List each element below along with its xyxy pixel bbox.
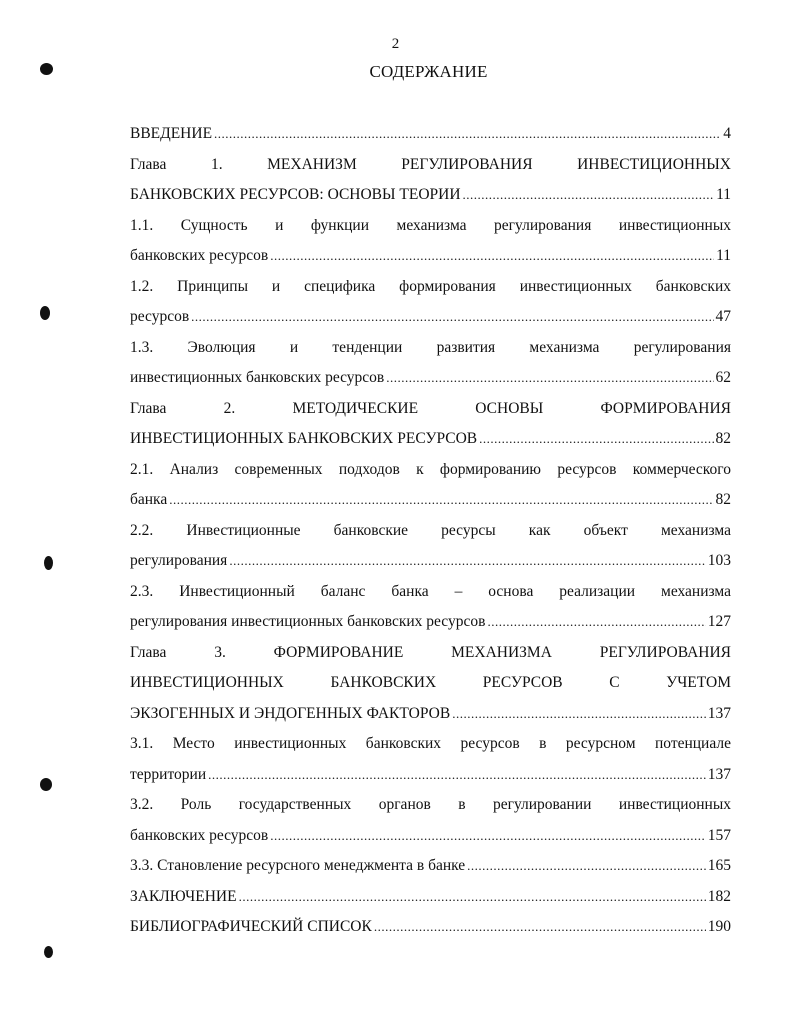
scan-speck: [44, 556, 53, 570]
toc-entry: [130, 638, 731, 730]
scan-speck: [40, 63, 53, 75]
toc-entry-text: ВВЕДЕНИЕ: [130, 125, 213, 142]
toc-entry-line: Глава 2. МЕТОДИЧЕСКИЕ ОСНОВЫ ФОРМИРОВАНИЯ: [130, 399, 731, 417]
toc-entry-line: 3.2. Роль государственных органов в регулировании инвестиционных: [130, 796, 731, 813]
dot-leader: [229, 546, 705, 577]
toc-page-number: 137: [707, 765, 731, 783]
toc-page-number: 11: [716, 247, 731, 264]
dot-leader: [191, 302, 713, 333]
dot-leader: [374, 912, 706, 943]
toc-entry: [130, 516, 731, 577]
toc-entry-line: 1.1. Сущность и функции механизма регулирования инвестиционных: [130, 216, 731, 234]
toc-entry-text: банка: [130, 491, 168, 508]
dot-leader: [452, 699, 706, 730]
toc-entry-line: Глава 3. ФОРМИРОВАНИЕ МЕХАНИЗМА РЕГУЛИРОВАНИЯ: [130, 643, 731, 661]
toc-page-number: 82: [715, 430, 731, 447]
dot-leader: [386, 363, 713, 394]
page-title: СОДЕРЖАНИЕ: [369, 62, 488, 81]
dot-leader: [239, 882, 706, 913]
toc-entry: [130, 394, 731, 455]
toc-entry-last-line: [130, 607, 731, 638]
toc-page-number: 137: [707, 704, 731, 722]
toc-entry-text: ЭКЗОГЕННЫХ И ЭНДОГЕННЫХ ФАКТОРОВ: [130, 704, 451, 722]
toc-entry-last-line: [130, 424, 731, 455]
scan-speck: [44, 946, 53, 958]
toc-entry-last-line: [130, 302, 731, 333]
page-number: 2: [391, 36, 400, 52]
toc-entry-text: регулирования: [130, 552, 228, 569]
dot-leader: [487, 607, 705, 638]
toc-entry-last-line: [130, 699, 731, 730]
dot-leader: [270, 821, 705, 852]
toc-entry: [130, 729, 731, 790]
toc-entry-last-line: [130, 485, 731, 516]
table-of-contents: [130, 119, 731, 943]
toc-entry: [130, 882, 731, 913]
toc-entry-last-line: [130, 363, 731, 394]
toc-entry-text: территории: [130, 765, 207, 783]
scan-speck: [40, 778, 52, 791]
toc-page-number: 165: [707, 857, 731, 874]
toc-entry-line: Глава 1. МЕХАНИЗМ РЕГУЛИРОВАНИЯ ИНВЕСТИЦИОННЫХ: [130, 155, 731, 173]
scan-speck: [40, 306, 50, 320]
dot-leader: [169, 485, 713, 516]
toc-entry-last-line: [130, 119, 731, 150]
toc-entry-line: 2.1. Анализ современных подходов к формированию ресурсов коммерческого: [130, 460, 731, 478]
toc-entry: [130, 851, 731, 882]
toc-page-number: 82: [715, 491, 731, 508]
toc-entry: [130, 333, 731, 394]
toc-entry: [130, 211, 731, 272]
toc-entry-line: 3.1. Место инвестиционных банковских ресурсов в ресурсном потенциале: [130, 735, 731, 752]
dot-leader: [270, 241, 714, 272]
toc-entry-text: банковских ресурсов: [130, 826, 269, 844]
toc-entry-text: БИБЛИОГРАФИЧЕСКИЙ СПИСОК: [130, 918, 372, 935]
toc-entry-line: 2.3. Инвестиционный баланс банка – основа реализации механизма: [130, 582, 731, 600]
toc-entry-last-line: [130, 851, 731, 882]
toc-entry: [130, 455, 731, 516]
toc-entry-text: регулирования инвестиционных банковских ресурсов: [130, 613, 486, 630]
toc-page-number: 157: [707, 826, 731, 844]
toc-entry: [130, 119, 731, 150]
toc-entry-last-line: [130, 760, 731, 791]
toc-entry: [130, 912, 731, 943]
toc-entry-text: 3.3. Становление ресурсного менеджмента в банке: [130, 857, 466, 874]
toc-entry-text: БАНКОВСКИХ РЕСУРСОВ: ОСНОВЫ ТЕОРИИ: [130, 186, 461, 203]
toc-page-number: 62: [715, 369, 731, 386]
toc-page-number: 4: [723, 125, 731, 142]
dot-leader: [214, 119, 721, 150]
toc-entry-line: 1.2. Принципы и специфика формирования инвестиционных банковских: [130, 277, 731, 295]
toc-page-number: 47: [715, 308, 731, 325]
dot-leader: [467, 851, 706, 882]
toc-entry-last-line: [130, 546, 731, 577]
toc-entry-text: ИНВЕСТИЦИОННЫХ БАНКОВСКИХ РЕСУРСОВ: [130, 430, 478, 447]
dot-leader: [208, 760, 706, 791]
dot-leader: [463, 180, 715, 211]
toc-entry: [130, 577, 731, 638]
toc-entry-last-line: [130, 882, 731, 913]
toc-page-number: 127: [707, 613, 731, 630]
toc-page-number: 11: [716, 186, 731, 203]
toc-entry-text: ЗАКЛЮЧЕНИЕ: [130, 887, 237, 905]
toc-entry-last-line: [130, 241, 731, 272]
toc-entry-last-line: [130, 912, 731, 943]
toc-page-number: 182: [707, 887, 731, 905]
toc-entry-text: ресурсов: [130, 308, 190, 325]
toc-entry: [130, 790, 731, 851]
toc-page-number: 103: [707, 552, 731, 569]
toc-page-number: 190: [707, 918, 731, 935]
toc-entry-line: 1.3. Эволюция и тенденции развития механизма регулирования: [130, 338, 731, 356]
toc-entry: [130, 150, 731, 211]
toc-entry-line: ИНВЕСТИЦИОННЫХ БАНКОВСКИХ РЕСУРСОВ С УЧЕТОМ: [130, 674, 731, 691]
toc-entry-line: 2.2. Инвестиционные банковские ресурсы как объект механизма: [130, 521, 731, 539]
dot-leader: [479, 424, 713, 455]
toc-entry: [130, 272, 731, 333]
toc-entry-text: банковских ресурсов: [130, 247, 269, 264]
toc-entry-last-line: [130, 180, 731, 211]
toc-entry-text: инвестиционных банковских ресурсов: [130, 369, 385, 386]
toc-entry-last-line: [130, 821, 731, 852]
